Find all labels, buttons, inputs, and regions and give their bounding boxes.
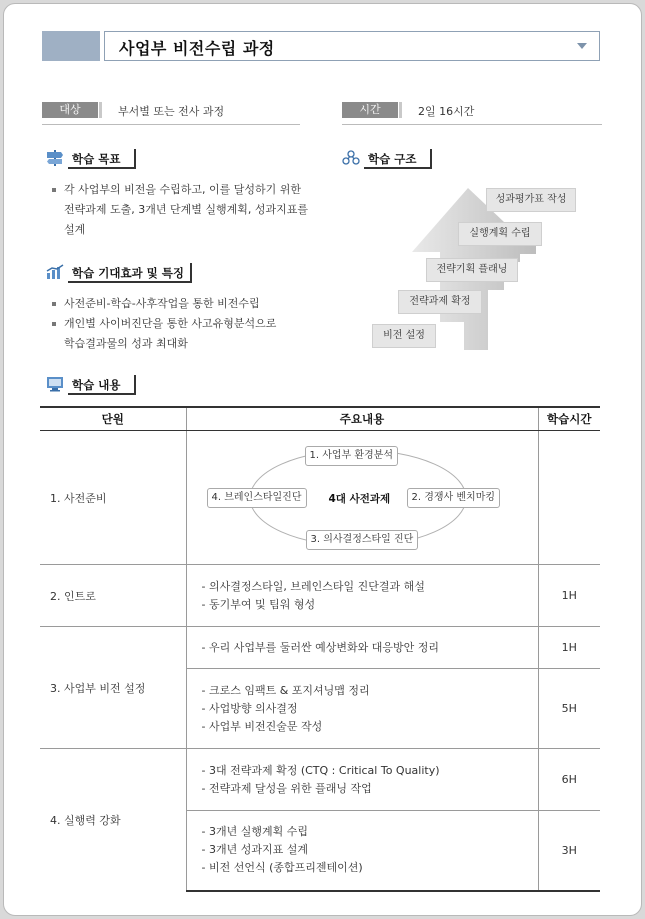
table-row (40, 431, 600, 565)
title-box (104, 31, 600, 61)
content-line: - 3대 전략과제 확정 (CTQ : Critical To Quality) (201, 763, 440, 777)
effect-section-title: 학습 기대효과 및 특징 (72, 266, 184, 280)
effect-item: 사전준비-학습-사후작업을 통한 비전수립 (50, 294, 330, 314)
unit-cell: 3. 사업부 비전 설정 (40, 627, 186, 749)
table-row (40, 627, 600, 669)
target-info (42, 102, 300, 125)
structure-section-title: 학습 구조 (368, 152, 417, 166)
step-3: 전략기획 플래닝 (426, 258, 518, 282)
effect-section-header (46, 263, 196, 283)
pre-task-diagram (193, 438, 523, 558)
effect-list (50, 294, 330, 354)
target-label: 대상 (42, 102, 98, 118)
pre-task-1: 1. 사업부 환경분석 (305, 446, 399, 466)
monitor-icon (46, 376, 64, 392)
content-section-header (46, 375, 138, 395)
content-line: - 사업부 비전진술문 작성 (201, 719, 323, 733)
table-header-row (40, 407, 600, 431)
time-info (342, 102, 602, 125)
content-line: - 의사결정스타일, 브레인스타일 진단결과 해설 (201, 579, 425, 593)
bar-chart-icon (46, 264, 64, 280)
network-icon (342, 150, 360, 166)
title-accent-block (42, 31, 100, 61)
unit-cell: 1. 사전준비 (40, 431, 186, 565)
time-cell: 3H (538, 811, 600, 891)
content-line: - 전략과제 달성을 위한 플래닝 작업 (201, 781, 372, 795)
table-row (40, 749, 600, 811)
pre-task-2: 2. 경쟁사 벤치마킹 (407, 488, 501, 508)
step-4: 실행계획 수립 (458, 222, 542, 246)
pre-task-center: 4대 사전과제 (328, 492, 391, 505)
time-label: 시간 (342, 102, 398, 118)
content-line: - 우리 사업부를 둘러싼 예상변화와 대응방안 정리 (201, 640, 439, 654)
content-cell (186, 749, 538, 811)
content-cell (186, 669, 538, 749)
content-line: - 3개년 성과지표 설계 (201, 843, 308, 857)
unit-cell: 2. 인트로 (40, 565, 186, 627)
content-line: - 동기부여 및 팀워 형성 (201, 597, 316, 611)
time-cell: 6H (538, 749, 600, 811)
content-line: - 비전 선언식 (종합프리젠테이션) (201, 861, 363, 875)
target-value: 부서별 또는 전사 과정 (118, 105, 225, 118)
header-time: 학습시간 (538, 407, 600, 431)
time-cell: 1H (538, 627, 600, 669)
step-2: 전략과제 확정 (398, 290, 482, 314)
content-table (40, 406, 600, 892)
content-cell (186, 565, 538, 627)
goal-section-title: 학습 목표 (72, 152, 121, 166)
title-bar (42, 31, 602, 61)
signpost-icon (46, 150, 64, 166)
effect-item: 개인별 사이버진단을 통한 사고유형분석으로 학습결과물의 성과 최대화 (50, 314, 330, 354)
content-line: - 3개년 실행계획 수립 (201, 825, 308, 839)
unit-cell: 4. 실행력 강화 (40, 749, 186, 891)
content-cell (186, 431, 538, 565)
content-cell (186, 811, 538, 891)
content-section-title: 학습 내용 (72, 378, 121, 392)
goal-section-header (46, 149, 138, 169)
pre-task-4: 4. 브레인스타일진단 (207, 488, 307, 508)
goal-list (50, 180, 330, 240)
content-cell (186, 627, 538, 669)
time-cell: 5H (538, 669, 600, 749)
header-content: 주요내용 (186, 407, 538, 431)
content-line: - 사업방향 의사결정 (201, 701, 298, 715)
chevron-down-icon (577, 43, 587, 49)
pre-task-3: 3. 의사결정스타일 진단 (306, 530, 419, 550)
time-value: 2일 16시간 (418, 105, 475, 118)
content-line: - 크로스 임팩트 & 포지셔닝맵 정리 (201, 683, 370, 697)
structure-diagram (364, 182, 604, 352)
header-unit: 단원 (40, 407, 186, 431)
goal-item: 각 사업부의 비전을 수립하고, 이를 달성하기 위한 전략과제 도출, 3개년 단계별 실행계획, 성과지표를 설계 (50, 180, 330, 240)
table-row (40, 565, 600, 627)
step-5: 성과평가표 작성 (486, 188, 576, 212)
structure-section-header (342, 149, 434, 169)
page-title: 사업부 비전수립 과정 (119, 39, 275, 58)
step-1: 비전 설정 (372, 324, 436, 348)
time-cell: 1H (538, 565, 600, 627)
